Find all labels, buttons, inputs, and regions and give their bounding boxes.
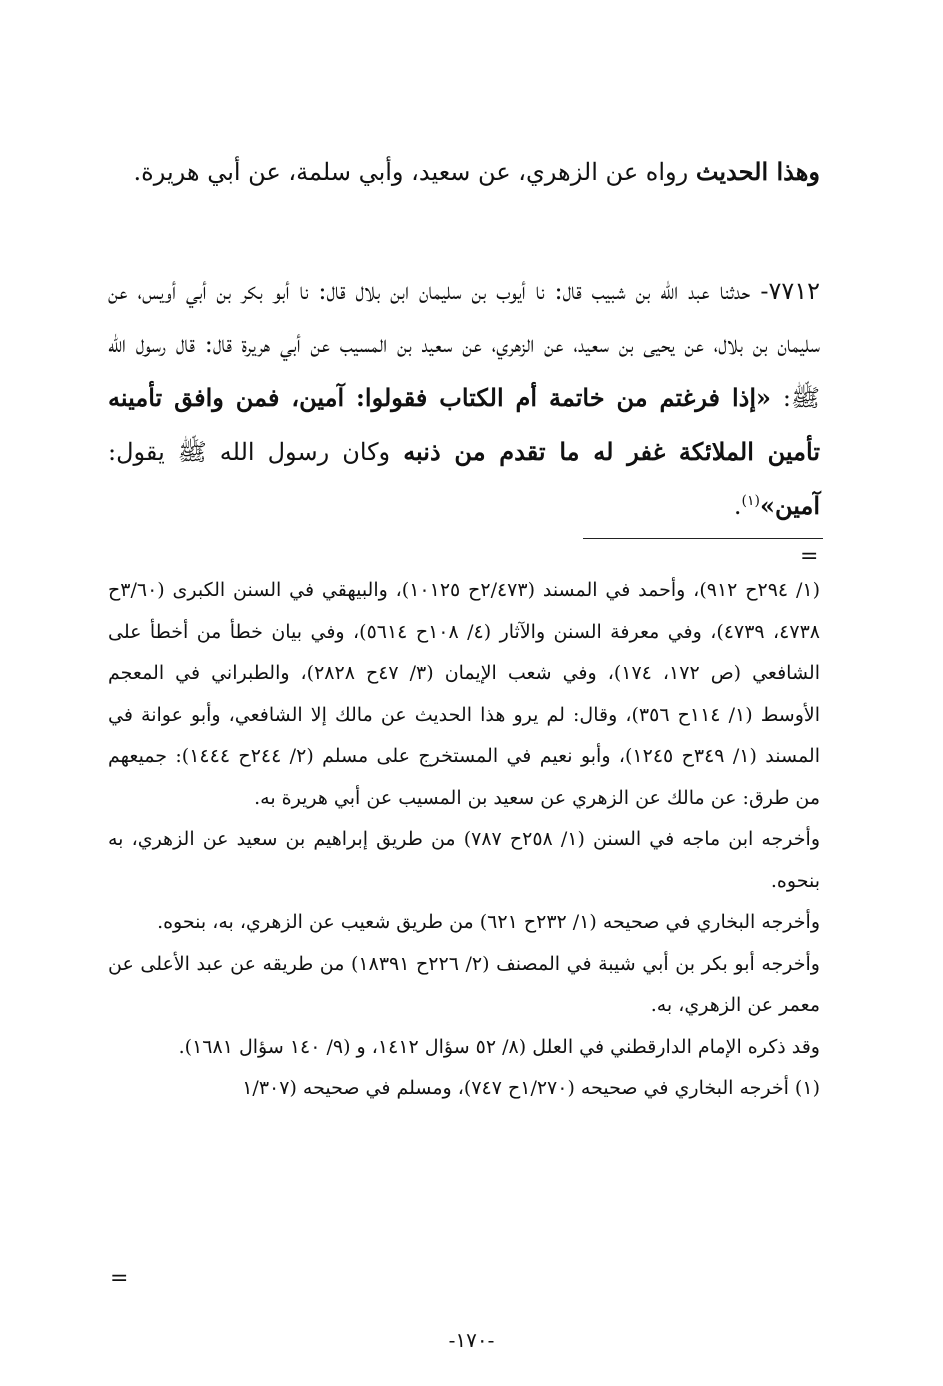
page-number: -١٧٠- bbox=[448, 1328, 495, 1352]
continuation-mark-top: = bbox=[800, 544, 819, 569]
footnote-entry: وأخرجه البخاري في صحيحه (١/ ٢٣٢ح ٦٢١) من طريق شعيب عن الزهري، به، بنحوه. bbox=[157, 911, 820, 933]
footnote-entry: (١/ ٢٩٤ح ٩١٢)، وأحمد في المسند (٢/٤٧٣ح ١٠١٢٥)، والبيهقي في السنن الكبرى (٣/٦٠ح ٤٧٣٨، ٤٧٣٩)، وفي معرفة السنن والآثار (٤/ ١٠٨ح ٥٦١٤)، وفي بيان خطأ من أخطأ على الشافعي (ص ١٧٢، ١٧٤)، وفي شعب الإيمان (٣/ ٤٧ح ٢٨٢٨)، والطبراني في المعجم الأوسط (١/ ١١٤ح ٣٥٦)، وقال: لم يرو هذا الحديث عن مالك إلا الشافعي، وأبو عوانة في المسند (١/ ٣٤٩ح ١٢٤٥)، وأبو نعيم في المستخرج على مسلم (٢/ ٢٤٤ح ١٤٤٤): جميعهم من طرق: عن مالك عن الزهري عن سعيد بن المسيب عن أبي هريرة به. bbox=[108, 579, 821, 809]
footnotes bbox=[108, 570, 820, 1110]
footnote-entry: (١) أخرجه البخاري في صحيحه (١/٢٧٠ح ٧٤٧)، ومسلم في صحيحه (١/٣٠٧ bbox=[242, 1077, 820, 1099]
footnote-entry: وأخرجه ابن ماجه في السنن (١/ ٢٥٨ح ٧٨٧) من طريق إبراهيم بن سعيد عن الزهري، به بنحوه. bbox=[108, 828, 820, 892]
hadith-paragraph bbox=[108, 265, 820, 533]
footnote-reference: (١) bbox=[741, 493, 760, 509]
footnote-entry: وأخرجه أبو بكر بن أبي شيبة في المصنف (٢/ ٢٢٦ح ١٨٣٩١) من طريقه عن عبد الأعلى عن معمر عن الزهري، به. bbox=[108, 952, 820, 1016]
hadith-end: . bbox=[733, 492, 742, 520]
paragraph-text: رواه عن الزهري، عن سعيد، وأبي سلمة، عن أبي هريرة. bbox=[133, 158, 696, 186]
hadith-isnad: ٧٧١٢- حدثنا عبد الله بن شبيب قال: نا أيوب بن سليمان ابن بلال قال: نا أبو بكر بن أبي أويس، عن سليمان بن بلال، عن يحيى بن سعيد، عن الزهري، عن سعيد بن المسيب عن أبي هريرة قال: قال رسول الله ﷺ: bbox=[108, 277, 820, 412]
paragraph-narration-note bbox=[108, 145, 820, 199]
footnote-separator bbox=[583, 538, 823, 539]
hadith-continuation: وكان رسول الله ﷺ يقول: bbox=[108, 438, 404, 466]
hadith-amin: آمين» bbox=[759, 491, 820, 520]
continuation-mark-bottom: = bbox=[110, 1266, 129, 1291]
hadith-matn: «إذا فرغتم من خاتمة أم الكتاب فقولوا: آمين، فمن وافق تأمينه تأمين الملائكة غفر له ما تقدم من ذنبه bbox=[108, 383, 820, 466]
lead-phrase: وهذا الحديث bbox=[695, 157, 820, 186]
footnote-entry: وقد ذكره الإمام الدارقطني في العلل (٨/ ٥٢ سؤال ١٤١٢، و (٩/ ١٤٠ سؤال ١٦٨١). bbox=[178, 1035, 820, 1058]
